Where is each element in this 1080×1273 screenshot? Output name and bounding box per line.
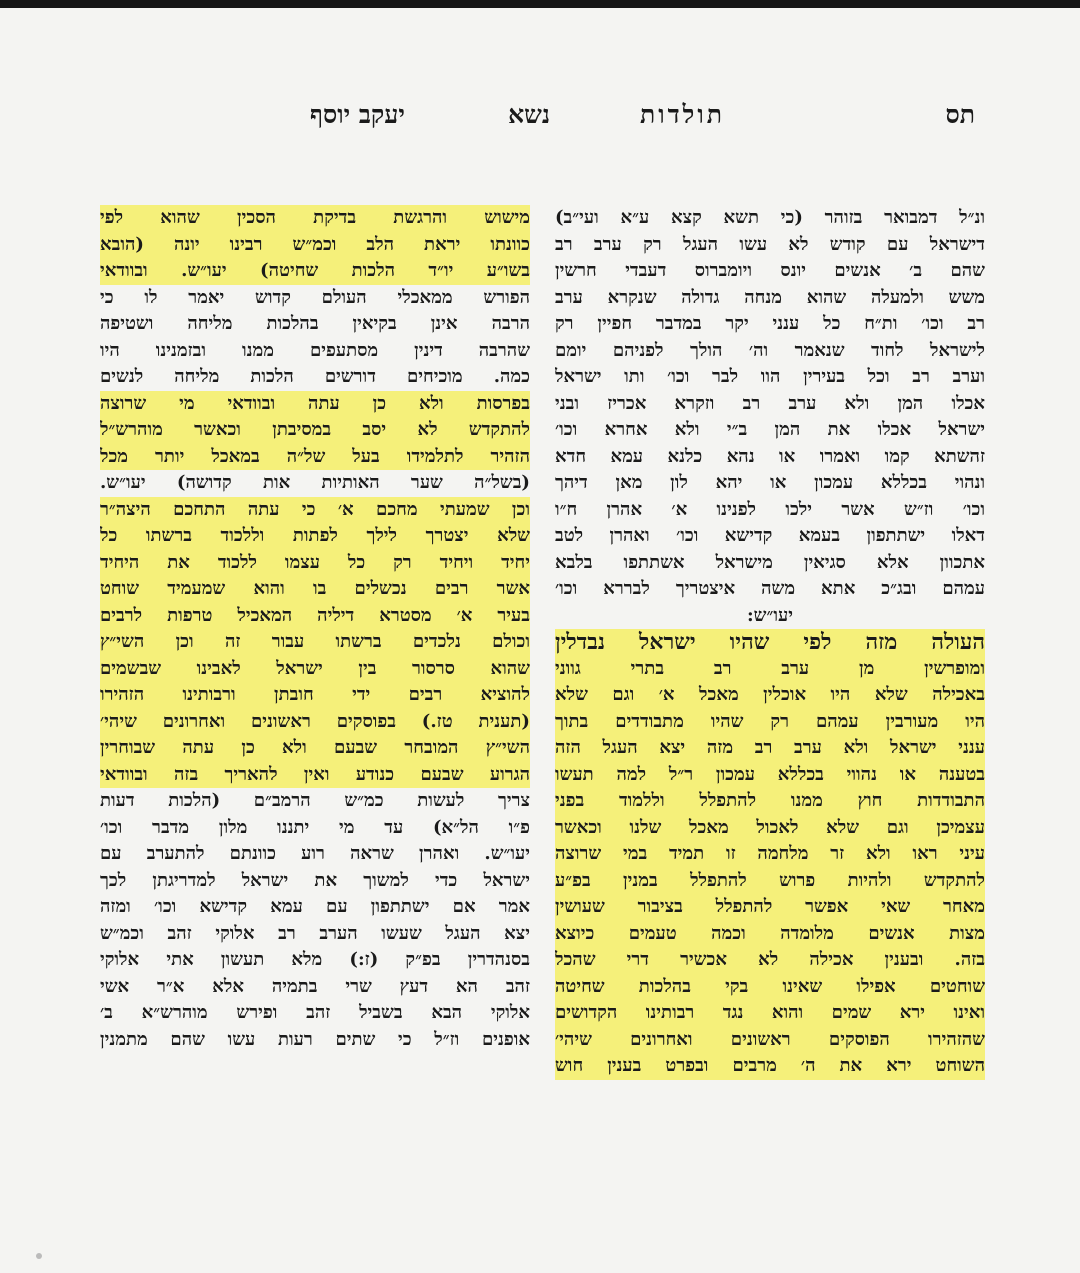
text-line: ונהוי בכללא עמכון או יהא לון מאן דיהך	[555, 472, 985, 493]
text-line: מצות אנשים מלומדה וכמה טעמים כיוצא	[555, 921, 985, 948]
text-line: רב וכו׳ ות״ח כל ענני יקר במדבר חפיין רק	[555, 313, 985, 334]
text-line: ישראל כדי למשוך את ישראל למדריגתן לכך	[100, 869, 530, 891]
text-line: השוחט ירא את ה׳ מרבים ובפרט בענין חוש	[555, 1053, 985, 1080]
text-line: (תענית טז.) בפוסקים ראשונים ואחרונים שיהי׳	[100, 709, 530, 736]
margin-mark	[36, 1253, 42, 1259]
text-line: בזה. ובענין אכילה לא אכשיר דרי שהכל	[555, 947, 985, 974]
text-line: שהם ב׳ אנשים יונס ויומברוס דעבדי חרשין	[555, 260, 985, 281]
text-line: מישוש והרגשת בדיקת הסכין שהוא לפי	[100, 205, 530, 232]
text-line: להתקדש לא יסב במסיבתן וכאשר מוהרש״ל	[100, 417, 530, 444]
text-line: פ״ו הל״א) עד מי יתננו מלון מדבר וכו׳	[100, 816, 530, 838]
text-line: בשו״ע יו״ד הלכות שחיטה) יעו״ש. ובוודאי	[100, 258, 530, 285]
text-line: בסנהדרין בפ״ק (ז:) מלא תעשון אתי אלוקי	[100, 949, 530, 970]
text-line: שהרבה דינין מסתעפים ממנו ובזמנינו היו	[100, 339, 530, 361]
text-line: זהשתא קמו ואמרו או נהא כלנא עמא חדא	[555, 445, 985, 467]
text-line: בעיר א׳ מסטרא דיליה המאכיל טרפות לרבים	[100, 603, 530, 630]
text-line: עיני ראו ולא זר מלחמה זו תמיד במי שרוצה	[555, 841, 985, 868]
text-line: הפורש ממאכלי העולם קדוש יאמר לו כי	[100, 286, 530, 308]
text-line: משש ולמעלה שהוא מנחה גדולה שנקרא ערב	[555, 286, 985, 308]
text-line: שוחטים אפילו שאינו בקי בהלכות שחיטה	[555, 974, 985, 1001]
text-line: יחיד ויחיד רק כל עצמו ללכוד את היחיד	[100, 550, 530, 577]
text-line: וערב רב וכל בעירין הוו לבר וכו׳ ותו ישראל	[555, 366, 985, 387]
text-line: דישראל עם קודש לא עשו העגל רק ערב רב	[555, 233, 985, 255]
text-line: ואינו ירא שמים והוא נגד רבותינו הקדושים	[555, 1000, 985, 1027]
text-line: שהוא סרסור בין ישראל לאבינו שבשמים	[100, 656, 530, 683]
text-line: מאחר שאי אפשר להתפלל בציבור שעושין	[555, 894, 985, 921]
text-line: כמה. מוכיחים דורשים הלכות מליחה לנשים	[100, 366, 530, 387]
text-line: עמהם ובג״כ אתא משה איצטריך לבררא וכו׳	[555, 578, 985, 599]
left-text-column	[100, 205, 530, 1053]
text-line: אופנים וז״ל כי שתים רעות עשו שהם מתמנין	[100, 1028, 530, 1050]
text-line: העולה מזה לפי שהיו ישראל נבדלין	[555, 629, 985, 655]
text-line: אשר רבים נכשלים בו והוא שמעמיד שוחט	[100, 576, 530, 603]
text-line: היו מעורבין עמהם רק שהיו מתבודדים בתוך	[555, 709, 985, 736]
text-line: צריך לעשות כמ״ש הרמב״ם (הלכות דעות	[100, 790, 530, 811]
text-line: ומופרשין מן ערב רב בתרי גווני	[555, 656, 985, 683]
section-title: נשא	[508, 100, 550, 129]
text-line: בפרסות ולא כן עתה ובוודאי מי שרוצה	[100, 391, 530, 418]
text-line: וכולם נלכדים ברשתו עבור זה וכן השי״ץ	[100, 629, 530, 656]
text-line: דאלו ישתתפון בעמא קדישא וכו׳ ואהרן לטב	[555, 525, 985, 546]
text-line: לישראל לחוד שנאמר וה׳ הולך לפניהם יומם	[555, 339, 985, 361]
text-line: בטענה או נהווי בכללא עמכון ר״ל למה תעשו	[555, 762, 985, 789]
text-line: זהב הא דעץ שרי בתמיה אלא א״ר אשי	[100, 975, 530, 997]
book-title: יעקב יוסף	[310, 100, 405, 129]
text-line: התבודדות חוץ ממנו להתפלל וללמוד בפני	[555, 788, 985, 815]
text-line: יצא העגל שעשו הערב רב אלוקי זהב וכמ״ש	[100, 922, 530, 944]
text-line: וכן שמעתי מחכם א׳ כי עתה התחכם היצה״ר	[100, 497, 530, 524]
text-line: עצמיכן וגם שלא לאכול מאכל שלנו וכאשר	[555, 815, 985, 842]
text-line: להוציא רבים ידי חובתן ורבותינו הזהירו	[100, 682, 530, 709]
text-line: אתכוון אלא סגיאין מישראל אשתתפו בלבא	[555, 551, 985, 573]
text-line: (בשל״ה שער האותיות אות קדושה) יעו״ש.	[100, 472, 530, 493]
text-line: ענני ישראל ולא ערב רב מזה יצא העגל הזה	[555, 735, 985, 762]
top-border	[0, 0, 1080, 8]
text-line: וכו׳ וז״ש אשר ילכו לפנינו א׳ אהרן ח״ו	[555, 498, 985, 520]
text-line: ונ״ל דמבואר בזוהר (כי תשא קצא ע״א ועי״ב)	[555, 207, 985, 228]
text-line: ישראל אכלו את המן ב״י ולא אחרא וכו׳	[555, 419, 985, 440]
text-line: באכילה שלא היו אוכלין מאכל א׳ וגם שלא	[555, 682, 985, 709]
running-header	[255, 100, 995, 136]
parsha-title: תולדות	[639, 100, 725, 129]
page-number: תס	[945, 100, 975, 129]
text-line: אכלו המן ולא ערב רב וזקרא אכריז ובני	[555, 392, 985, 414]
text-line: להתקדש ולהיות פרוש להתפלל במנין בפ״ע	[555, 868, 985, 895]
text-line: כוונתו יראת הלב וכמ״ש רבינו יונה (הובא	[100, 232, 530, 259]
text-line: השי״ץ המובחר שבעם ולא כן עתה שבוחרין	[100, 735, 530, 762]
text-line: יעו״ש. ואהרן שראה רוע כוונתם להתערב עם	[100, 843, 530, 864]
text-line: שלא יצטרך לילך לפתות וללכוד ברשתו כל	[100, 523, 530, 550]
text-line: הזהיר לתלמידו בעל של״ה במאכל יותר מכל	[100, 444, 530, 471]
right-text-column	[555, 205, 985, 1080]
text-line: הרבה אינן בקיאין בהלכות מליחה ושטיפה	[100, 313, 530, 334]
text-line: שהזהירו הפוסקים ראשונים ואחרונים שיהי׳	[555, 1027, 985, 1054]
text-line: אלוקי הבא בשביל זהב ופירש מוהרש״א ב׳	[100, 1002, 530, 1023]
text-line: הגרוע שבעם כנודע ואין להאריך בזה ובוודאי	[100, 762, 530, 789]
text-line: יעו״ש:	[747, 604, 793, 626]
text-line: אמר אם ישתתפון עם עמא קדישא וכו׳ ומזה	[100, 896, 530, 917]
